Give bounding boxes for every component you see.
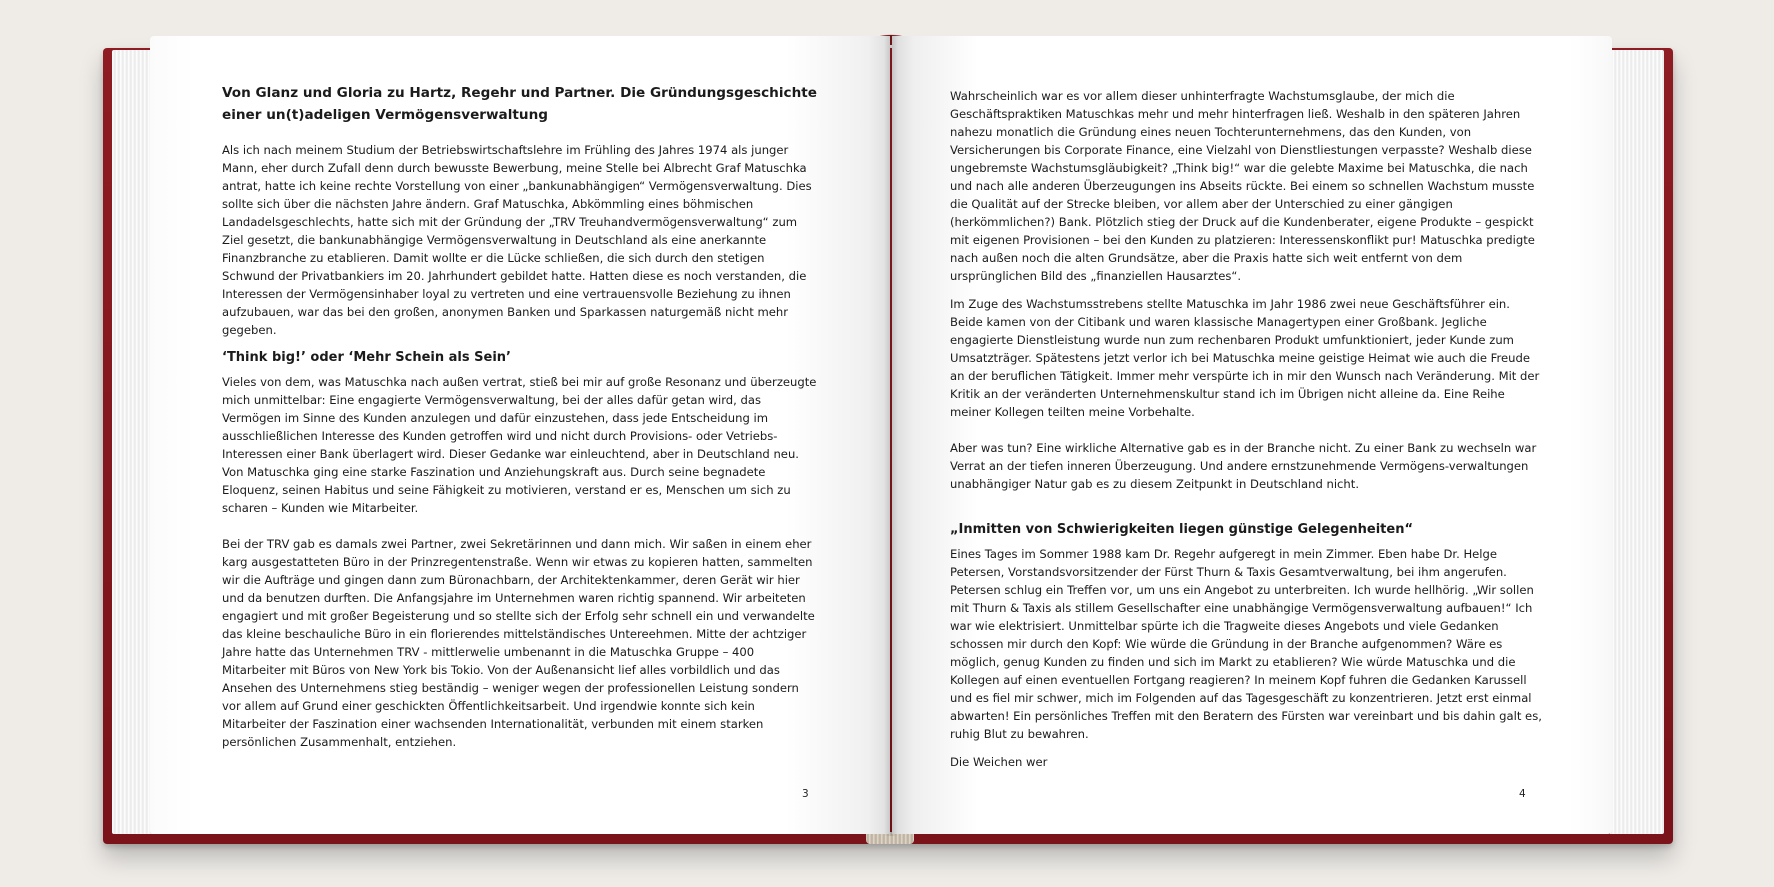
paragraph: Aber was tun? Eine wirkliche Alternative gab es in der Branche nicht. Zu einer Bank zu wechseln war Verrat an der tiefen inneren Überzeugung. Und andere ernstzunehmende Vermögens-verwaltungen unabhängiger Natur gab es zu diesem Zeitpunkt in Deutschland nicht. [950,441,1537,491]
paragraph: Als ich nach meinem Studium der Betriebswirtschaftslehre im Frühling des Jahres 1974 als junger Mann, eher durch Zufall denn durch bewusste Bewerbung, meine Stelle bei Albrecht Graf Matuschka antrat, hatte ich keine rechte Vorstellung von einer „bankunabhängigen“ Vermögensverwaltung. Dies sollte sich über die nächsten Jahre ändern. Graf Matuschka, Abkömmling eines böhmischen Landadelsgeschlechts, hatte sich mit der Gründung der „TRV Treuhandvermögensverwaltung“ zum Ziel gesetzt, die bankunabhängige Vermögensverwaltung in Deutschland als eine anerkannte Finanzbranche zu etablieren. Damit wollte er die Lücke schließen, die sich durch den stetigen Schwund der Privatbankiers im 20. Jahrhundert gebildet hatte. Hatten diese es noch verstanden, die Interessen der Vermögensinhaber loyal zu vertreten und eine vertrauensvolle Beziehung zu ihnen aufzubauen, war das bei den großen, anonymen Banken und Sparkassen naturgemäß nicht mehr gegeben. [222,143,812,337]
paragraph: Im Zuge des Wachstumsstrebens stellte Matuschka im Jahr 1986 zwei neue Geschäftsführer ein. Beide kamen von der Citibank und waren klassische Managertypen einer Großbank. Jegliche engagierte Dienstleistung wurde nun zum rechenbaren Produkt umfunktioniert, jeder Kunde zum Umsatzträger. Spätestens jetzt verlor ich bei Matuschka meine geistige Heimat wie auch die Freude an der beruflichen Tätigkeit. Immer mehr verspürte ich in mir den Wunsch nach Veränderung. Mit der Kritik an der veränderten Unternehmenskultur stand ich im Übrigen nicht alleine da. Eine Reihe meiner Kollegen teilten meine Vorbehalte. [950,297,1540,419]
book-gutter [884,34,898,836]
paragraph: Wahrscheinlich war es vor allem dieser unhinterfragte Wachstumsglaube, der mich die Geschäftspraktiken Matuschkas mehr und mehr hinterfragen ließ. Weshalb in den späteren Jahren nahezu monatlich die Gründung eines neuen Tochterunternehmens, das den Kunden, von Versicherungen bis Corporate Finance, eine Vielzahl von Dienstliestungen verpasste? Weshalb diese ungebremste Wachstumsgläubigkeit? „Think big!“ war die gelebte Maxime bei Matuschka, die nach und nach alle anderen Überzeugungen ins Abseits rückte. Bei einem so schnellen Wachstum musste die Qualität auf der Strecke bleiben, vor allem aber der Unterschied zu einer gängigen (herkömmlichen?) Bank. Plötzlich stieg der Druck auf die Kundenberater, eigene Produkte – gespickt mit eigenen Provisionen – bei den Kunden zu platzieren: Interessenskonflikt pur! Matuschka predigte nach außen noch die alten Grundsätze, aber die Praxis hatte sich weit entfernt von dem ursprünglichen Bild des „finanziellen Hausarztes“. [950,89,1535,283]
page-number: 4 [1519,788,1526,800]
right-page-content [950,87,1542,789]
paragraph: Vieles von dem, was Matuschka nach außen vertrat, stieß bei mir auf große Resonanz und überzeugte mich unmittelbar: Eine engagierte Vermögensverwaltung, bei der alles dafür getan wird, das Vermögen im Sinne des Kunden anzulegen und dafür einzustehen, dass jede Entscheidung im ausschließlichen Interesse des Kunden getroffen wird und nicht durch Provisions- oder Vetriebs-Interessen einer Bank überlagert wird. Dieser Gedanke war einleuchtend, aber in Deutschland neu. Von Matuschka ging eine starke Faszination und Anziehungskraft aus. Durch seine begnadete Eloquenz, seinen Habitus und seine Fähigkeit zu motivieren, verstand er es, Menschen um sich zu scharen – Kunden wie Mitarbeiter. [222,375,817,515]
paragraph: Bei der TRV gab es damals zwei Partner, zwei Sekretärinnen und dann mich. Wir saßen in einem eher karg ausgestatteten Büro in der Prinzregentenstraße. Wenn wir etwas zu kopieren hatten, sammelten wir die Aufträge und gingen dann zum Büronachbarn, der Architektenkammer, deren Gerät wir hier und da benutzen durften. Die Anfangsjahre im Unternehmen waren richtig spannend. Wir arbeiteten engagiert und mit großer Begeisterung und so stellte sich der Erfolg sehr schnell ein und verwandelte das kleine beschauliche Büro in ein florierendes mittelständisches Untereehmen. Mitte der achtziger Jahre hatte das Unternehmen TRV - mittlerwelie umbenannt in die Matuschka Gruppe – 400 Mitarbeiter mit Büros von New York bis Tokio. Von der Außenansicht lief alles vorbildlich und das Ansehen des Unternehmens stieg beständig – weniger wegen der professionellen Leistung sondern vor allem auf Grund einer geschickten Öffentlichkeitsarbeit. Und irgendwie konnte sich kein Mitarbeiter der Faszination einer wachsenden Internationalität, verbunden mit einem starken persönlichen Zusammenhalt, entziehen. [222,537,815,749]
right-page [892,36,1612,834]
page-number: 3 [802,788,809,800]
section-heading: ‘Think big!’ oder ‘Mehr Schein als Sein’ [222,350,511,365]
chapter-title: Von Glanz und Gloria zu Hartz, Regehr und Partner. Die Gründungsgeschichte einer un(t)adeligen Vermögensverwaltung [222,85,817,123]
paragraph: Die Weichen wer [950,755,1048,769]
paragraph: Eines Tages im Sommer 1988 kam Dr. Regehr aufgeregt in mein Zimmer. Eben habe Dr. Helge Petersen, Vorstandsvorsitzender der Fürst Thurn & Taxis Gesamtverwaltung, bei ihm angerufen. Petersen schlug ein Treffen vor, um uns ein Angebot zu unterbreiten. Ich wurde hellhörig. „Wir sollen mit Thurn & Taxis als stillem Gesellschafter eine unabhängige Vermögensverwaltung aufbauen!“ Ich war wie elektrisiert. Unmittelbar spürte ich die Tragweite dieses Angebots und viele Gedanken schossen mir durch den Kopf: Wie würde die Gründung in der Branche aufgenommen? Wäre es möglich, genug Kunden zu finden und sich im Markt zu etablieren? Wie würde Matuschka und die Kollegen auf einen eventuellen Fortgang reagieren? In meinem Kopf fuhren die Gedanken Karussell und es fiel mir schwer, mich im Folgenden auf das Tagesgeschäft zu konzentrieren. Jetzt erst einmal abwarten! Ein persönliches Treffen mit den Beratern des Fürsten war vereinbart und bis dahin galt es, ruhig Blut zu bewahren. [950,547,1542,741]
section-heading: „Inmitten von Schwierigkeiten liegen günstige Gelegenheiten“ [950,522,1414,537]
left-page [150,36,890,834]
page-edges-right [1610,50,1664,834]
left-page-content [222,82,820,769]
